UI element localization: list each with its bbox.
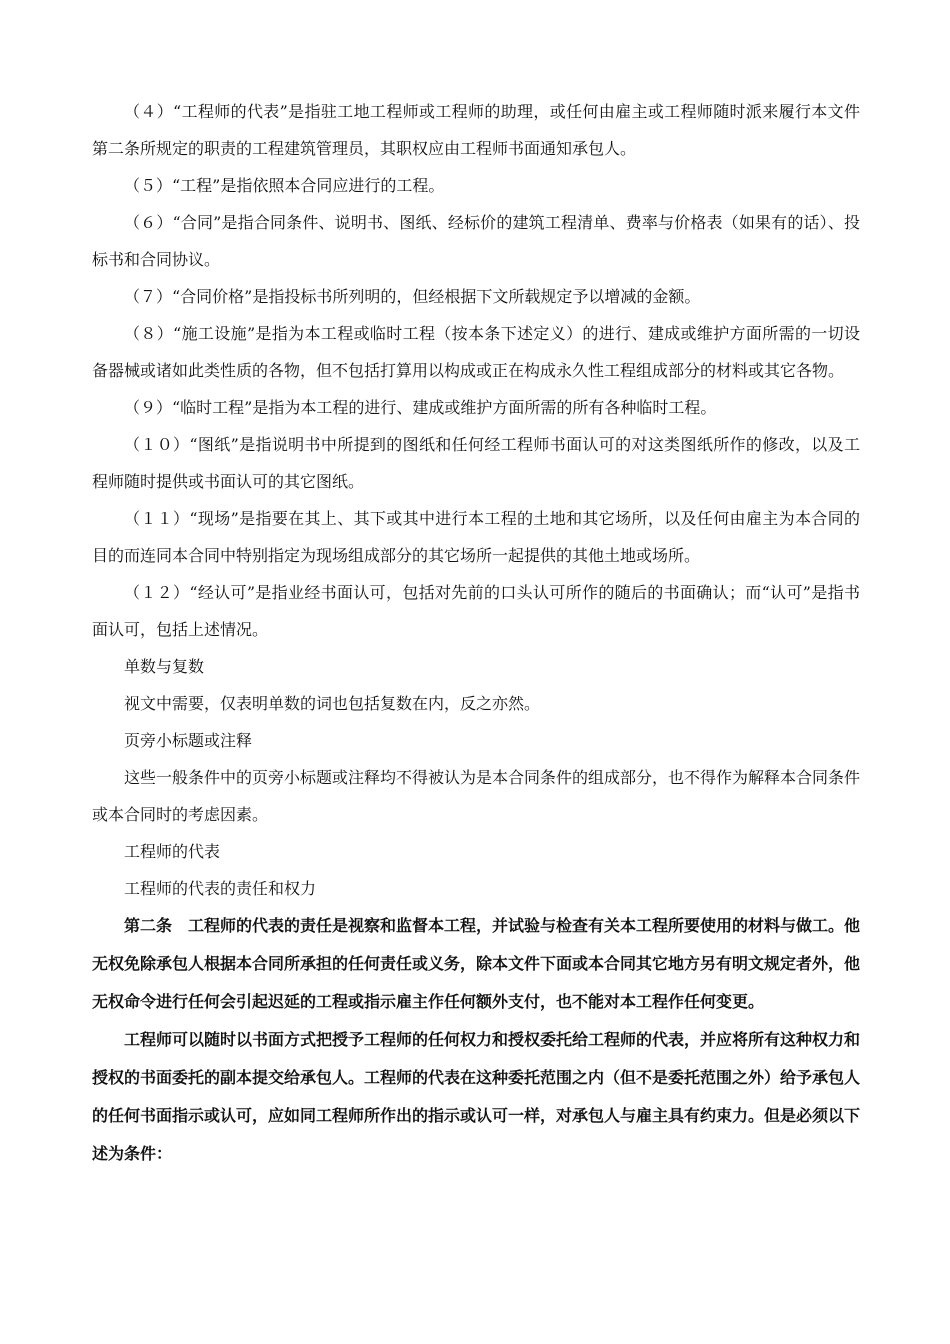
heading-marginal-notes: 页旁小标题或注释 (124, 731, 253, 750)
paragraph-def-6: （６）“合同”是指合同条件、说明书、图纸、经标价的建筑工程清单、费率与价格表（如果有的话）、投标书和合同协议。 (92, 213, 860, 269)
paragraph-singular-plural: 视文中需要，仅表明单数的词也包括复数在内，反之亦然。 (124, 694, 541, 713)
paragraph-def-8: （８）“施工设施”是指为本工程或临时工程（按本条下述定义）的进行、建成或维护方面所需的一切设备器械或诸如此类性质的各物，但不包括打算用以构成或正在构成永久性工程组成部分的材料或其它各物。 (92, 324, 860, 380)
heading-engineer-representative: 工程师的代表 (124, 842, 221, 861)
paragraph-def-4: （４）“工程师的代表”是指驻工地工程师或工程师的助理，或任何由雇主或工程师随时派来履行本文件第二条所规定的职责的工程建筑管理员，其职权应由工程师书面通知承包人。 (92, 102, 860, 158)
document-body (92, 93, 860, 1173)
heading-representative-duties: 工程师的代表的责任和权力 (124, 879, 317, 898)
paragraph-def-5: （５）“工程”是指依照本合同应进行的工程。 (124, 176, 445, 195)
paragraph-article-2: 第二条 工程师的代表的责任是视察和监督本工程，并试验与检查有关本工程所要使用的材料与做工。他无权免除承包人根据本合同所承担的任何责任或义务，除本文件下面或本合同其它地方另有明文规定者外，他无权命令进行任何会引起迟延的工程或指示雇主作任何额外支付，也不能对本工程作任何变更。 (92, 916, 861, 1011)
heading-singular-plural: 单数与复数 (124, 657, 205, 676)
paragraph-def-9: （９）“临时工程”是指为本工程的进行、建成或维护方面所需的所有各种临时工程。 (124, 398, 717, 417)
paragraph-marginal-notes: 这些一般条件中的页旁小标题或注释均不得被认为是本合同条件的组成部分，也不得作为解释本合同条件或本合同时的考虑因素。 (92, 768, 861, 824)
paragraph-def-11: （１１）“现场”是指要在其上、其下或其中进行本工程的土地和其它场所，以及任何由雇主为本合同的目的而连同本合同中特别指定为现场组成部分的其它场所一起提供的其他土地或场所。 (92, 509, 860, 565)
paragraph-def-10: （１０）“图纸”是指说明书中所提到的图纸和任何经工程师书面认可的对这类图纸所作的修改，以及工程师随时提供或书面认可的其它图纸。 (92, 435, 860, 491)
paragraph-delegation: 工程师可以随时以书面方式把授予工程师的任何权力和授权委托给工程师的代表，并应将所有这种权力和授权的书面委托的副本提交给承包人。工程师的代表在这种委托范围之内（但不是委托范围之外）给予承包人的任何书面指示或认可，应如同工程师所作出的指示或认可一样，对承包人与雇主具有约束力。但是必须以下述为条件： (92, 1030, 861, 1163)
paragraph-def-12: （１２）“经认可”是指业经书面认可，包括对先前的口头认可所作的随后的书面确认；而“认可”是指书面认可，包括上述情况。 (92, 583, 860, 639)
paragraph-def-7: （７）“合同价格”是指投标书所列明的，但经根据下文所载规定予以增减的金额。 (124, 287, 701, 306)
